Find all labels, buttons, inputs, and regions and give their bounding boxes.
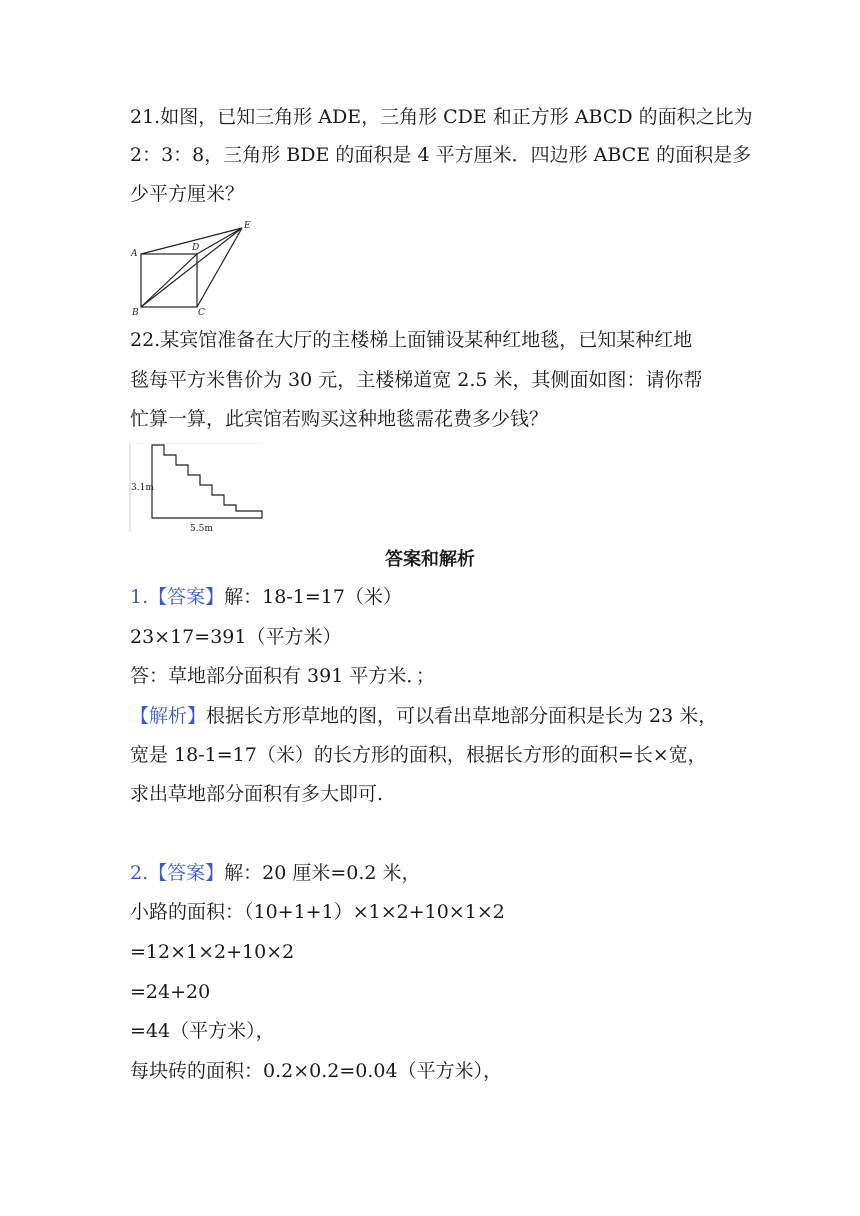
analysis-1-line-1 — [130, 703, 717, 729]
analysis-1-tag: 【解析】 — [130, 705, 207, 727]
answer-2-line-6: 每块砖的面积：0.2×0.2=0.04（平方米）， — [130, 1060, 503, 1082]
analysis-1-line-3: 求出草地部分面积有多大即可. — [130, 783, 384, 805]
label-height: 3.1m — [131, 483, 154, 493]
answer-1-line-2: 23×17=391（平方米） — [130, 626, 342, 648]
answer-2-line-3: =12×1×2+10×2 — [130, 941, 295, 963]
q22-line-1: 22.某宾馆准备在大厅的主楼梯上面铺设某种红地毯，已知某种红地 — [130, 329, 693, 351]
answer-2-line-1 — [130, 860, 421, 886]
staircase-profile — [152, 445, 262, 518]
analysis-1-first: 根据长方形草地的图，可以看出草地部分面积是长为 23 米， — [206, 705, 718, 727]
label-d: D — [192, 243, 200, 253]
q21-line-1: 21.如图，已知三角形 ADE，三角形 CDE 和正方形 ABCD 的面积之比为 — [130, 106, 753, 128]
answer-1-number: 1. — [130, 586, 149, 608]
segment-ce — [197, 228, 242, 307]
q22-line-3: 忙算一算，此宾馆若购买这种地毯需花费多少钱？ — [130, 408, 549, 430]
label-c: C — [198, 308, 205, 318]
q21-line-2: 2：3：8，三角形 BDE 的面积是 4 平方厘米．四边形 ABCE 的面积是多 — [130, 144, 752, 166]
label-a: A — [131, 249, 138, 259]
answer-1-line-1 — [130, 584, 402, 610]
answers-heading: 答案和解析 — [385, 549, 475, 570]
answer-1-tag: 【答案】 — [148, 586, 225, 608]
q21-line-3: 少平方厘米？ — [130, 183, 245, 205]
q22-line-2: 毯每平方米售价为 30 元，主楼梯道宽 2.5 米，其侧面如图：请你帮 — [130, 369, 703, 391]
answer-2-tag: 【答案】 — [148, 862, 225, 884]
q21-figure — [128, 218, 258, 318]
label-e: E — [244, 221, 251, 231]
q22-figure — [128, 443, 268, 535]
answer-2-line-2: 小路的面积：（10+1+1）×1×2+10×1×2 — [130, 901, 505, 923]
answer-1-line-3: 答：草地部分面积有 391 平方米．； — [130, 665, 435, 687]
answer-1-first: 解：18-1=17（米） — [224, 586, 402, 608]
label-width: 5.5m — [190, 524, 213, 534]
analysis-1-line-2: 宽是 18-1=17（米）的长方形的面积，根据长方形的面积=长×宽， — [130, 744, 707, 766]
answer-2-number: 2. — [130, 862, 149, 884]
answer-2-line-5: =44（平方米）， — [130, 1020, 275, 1042]
label-b: B — [132, 308, 139, 318]
answer-2-line-4: =24+20 — [130, 981, 211, 1003]
segment-be — [141, 228, 242, 307]
segment-bd — [141, 254, 197, 307]
answer-2-first: 解：20 厘米=0.2 米， — [224, 862, 421, 884]
